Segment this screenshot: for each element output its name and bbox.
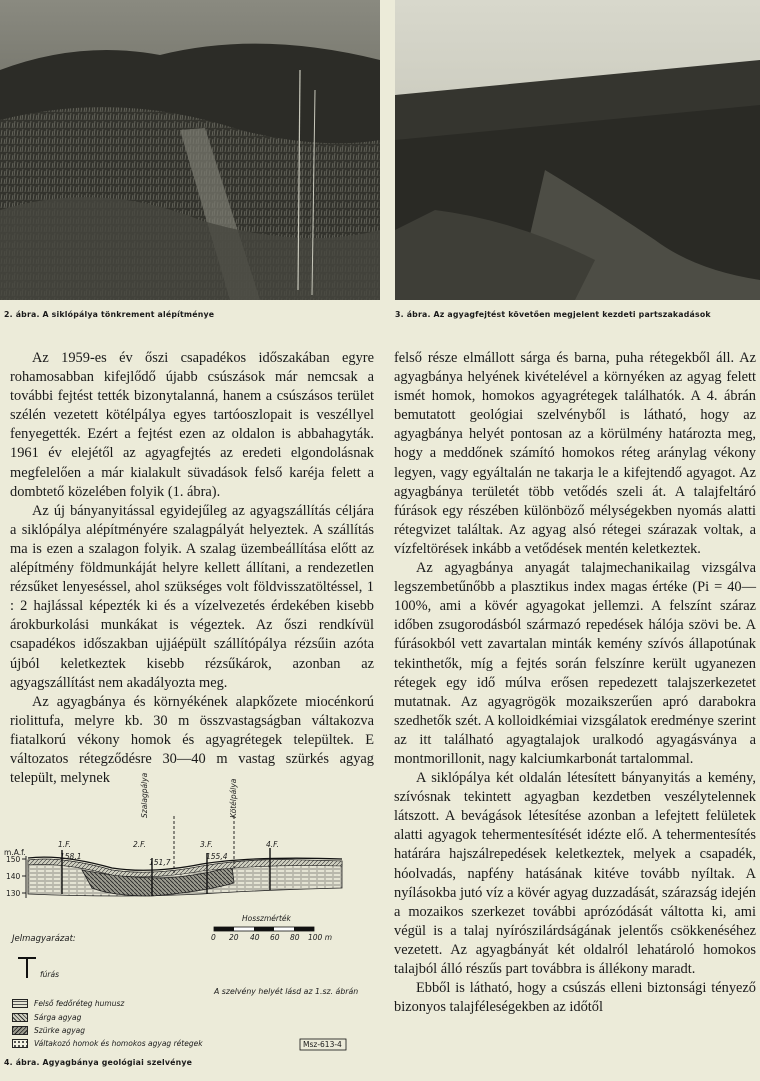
fig4-geological-section <box>2 708 374 1070</box>
spot-height: 151,7 <box>149 858 171 867</box>
legend-swatch-grey-clay <box>12 1026 28 1035</box>
legend-title: Jelmagyarázat: <box>12 934 76 944</box>
elevation-tick: 150 <box>6 855 21 864</box>
elevation-label: m.A.f. <box>4 848 26 857</box>
legend-item: Szürke agyag <box>34 1026 86 1035</box>
fig2-caption: 2. ábra. A siklópálya tönkrement alépítménye <box>4 310 215 319</box>
legend-swatch-yellow-clay <box>12 1013 28 1022</box>
fig3-caption: 3. ábra. Az agyagfejtést követően megjelent kezdeti partszakadások <box>395 310 711 319</box>
scale-tick: 0 <box>211 933 216 942</box>
scale-title: Hosszmérték <box>242 914 291 923</box>
scale-tick: 80 <box>290 933 300 942</box>
right-column <box>394 349 756 1017</box>
scale-tick: 60 <box>270 933 280 942</box>
scale-tick: 100 m <box>308 933 333 942</box>
scale-tick: 20 <box>229 933 239 942</box>
paragraph: felső része elmállott sárga és barna, puha rétegekből áll. Az agyagbánya helyének kivételével a környéken az agyag felett ismét homok, homokos agyagrétegek találhatók. A 4. ábrán bemutatott geológiai szelvényből is látható, hogy az agyagbánya helyét pontosan az a körülmény határozta meg, hogy a meddőnek számító homokos réteg aránylag vékony legyen, vagy egyáltalán ne takarja le a kifejtendő agyagot. Az agyagbánya területét több vetődés szeli át. A talajfeltáró fúrások egy részében különböző mélységekben nyomás alatti rétegvizet találtak. Az agyag alsó rétegei szárazak voltak, a vízfeltörések inkább a vetődések mentén keletkeztek. <box>394 350 756 557</box>
legend-swatch-humus <box>12 999 28 1008</box>
conveyor-label: Szalagpálya <box>140 772 149 818</box>
legend-swatch-mixed <box>12 1039 28 1048</box>
elevation-tick: 130 <box>6 889 21 898</box>
section-note: A szelvény helyét lásd az 1.sz. ábrán <box>214 987 359 996</box>
cable-car-label: Kötélpálya <box>229 778 238 818</box>
spot-height: 158,1 <box>60 852 82 861</box>
paragraph: Az agyagbánya és környékének alapkőzete miocénkorú riolittufa, melyre kb. 30 m összvastagságban váltakozva fiatalkorú vékony homok és agyagrétegek települtek. E változatos rétegződésre 30—40 m vastag szürkés agyag települt, melynek <box>10 693 374 787</box>
borehole-label: 3.F. <box>200 840 213 849</box>
borehole-label: 4.F. <box>266 840 279 849</box>
paragraph: Az 1959-es év őszi csapadékos időszakában egyre rohamosabban kifejlődő újabb csúszások már nemcsak a további fejtést tették bizonytalanná, hanem a csúszásos terület szélén vezetett kötélpálya egyes tartóoszlopait is veszéllyel fenyegették. Ezért a fejtést ezen az oldalon is abbahagyták. 1961 év elejétől az agyagfejtés az eredeti elgondolásnak megfelelően a már kialakult süvadások felső karéja felett a dombtető közelében folyik (1. ábra). <box>10 350 374 500</box>
borehole-label: 2.F. <box>133 840 146 849</box>
spot-height: 155,4 <box>206 852 228 861</box>
legend-item: Sárga agyag <box>34 1013 82 1022</box>
photo-fig3 <box>395 0 760 300</box>
paragraph: Az új bányanyitással egyidejűleg az agyagszállítás céljára a siklópálya alépítményére szalagpályát helyeztek. A szállítás ma is ezen a szalagon folyik. A szalag üzembeállítása előtt az alépítmény földmunkáját helyre kellett állítani, a rendezetlen rézsűket lenyeséssel, ahol szükséges volt földvisszatöltéssel, 1 : 2 hajlással képezték ki és a vízelvezetés érdekében kisebb árokburkolási munkákat is végeztek. Az őszi rendkívül csapadékos időszakban ujjáépült szállítópálya rézsűin azóta újból keletkeztek kisebb rézsűkárok, azonban az agyagszállítást nem akadályozta meg. <box>10 502 374 691</box>
paragraph: Ebből is látható, hogy a csúszás elleni biztonsági tényező bizonyos talajféleségekben az időtől <box>394 980 756 1016</box>
paragraph: A siklópálya két oldalán létesített bányanyitás a kemény, szívósnak tekintett agyagban kezdetben veszélytelennek látszott. A bevágások létesítése azonban a lefejtett felületek alatti agyagok tehermentesítését idézte elő. A tehermentesítés határára hajszálrepedések keletkeztek, melyek a csapadék, hóolvadás, napfény hatásának kitéve tovább nyíltak. A nyílásokba jutó víz a kövér agyag duzzadását, szárazság idején a mozaikos szerkezet további aprózódását váltotta ki, ami végül is a talaj nyírószilárdságának jelentős csökkenéséhez vezetett. Az agyagbányát két oldalról lehatároló homokos talajból álló részűs part továbbra is állékony maradt. <box>394 770 756 977</box>
legend-item: Felső fedőréteg humusz <box>34 999 125 1008</box>
boring-label: fúrás <box>40 970 59 979</box>
paragraph: Az agyagbánya anyagát talajmechanikailag vizsgálva legszembetűnőbb a plasztikus index magas értéke (Pi = 40—100%, ami a kövér agyagokat jellemzi. A felszínt száraz időben zsugorodásból származó repedések hálója szövi be. A fúrásokból vett zavartalan minták kemény szívós állapotúnak tekinthetők, míg a fejtés során felszínre került ugyanezen rétegek egy idő múlva erősen repedezett talajszerkezetet mutatnak. Az agyagrögök mozaikszerűen apró darabokra szedhetők szét. A kolloidkémiai vizsgálatok eredménye szerint az itt található agyagtalajok uralkodó agyagásványa a montmorillonit, nagy kalciumkarbonát tartalommal. <box>394 560 756 767</box>
scale-tick: 40 <box>250 933 260 942</box>
borehole-label: 1.F. <box>58 840 71 849</box>
fig4-caption: 4. ábra. Agyagbánya geológiai szelvénye <box>4 1058 193 1067</box>
legend-item: Váltakozó homok és homokos agyag rétegek <box>34 1039 203 1048</box>
stamp: Msz-613-4 <box>303 1040 342 1049</box>
photo-fig2 <box>0 0 380 300</box>
elevation-tick: 140 <box>6 872 21 881</box>
